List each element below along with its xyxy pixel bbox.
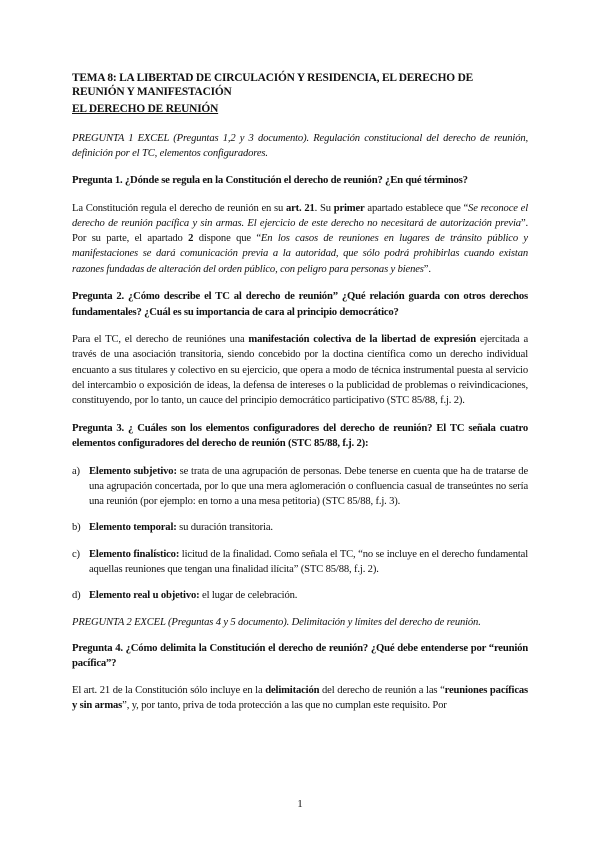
- text-run: del derecho de reunión a las “: [319, 684, 445, 696]
- text-run-bold: reuniones pacíficas y sin armas: [72, 684, 529, 712]
- list-marker: c): [72, 548, 80, 560]
- text-run: el lugar de celebración.: [199, 590, 298, 602]
- text-run-bold: 2: [188, 233, 194, 245]
- document-title: TEMA 8: LA LIBERTAD DE CIRCULACIÓN Y RESIDENCIA, EL DERECHO DE REUNIÓN Y MANIFESTACIÓN: [72, 72, 474, 98]
- question-3-heading: Pregunta 3. ¿ Cuáles son los elementos configuradores del derecho de reunión? El TC señala cuatro elementos configuradores del derecho de reunión (STC 85/88, f.j. 2):: [72, 421, 528, 450]
- text-run: . Su: [314, 202, 334, 214]
- list-item-text: [89, 520, 528, 535]
- text-run-bold: Elemento subjetivo:: [89, 465, 177, 477]
- page-number: 1: [297, 798, 303, 810]
- question-4-answer: [72, 683, 528, 714]
- text-run-bold: primer: [333, 202, 365, 214]
- list-item: [72, 464, 528, 510]
- section-title: EL DERECHO DE REUNIÓN: [72, 103, 219, 115]
- list-item: [72, 547, 528, 578]
- list-item-text: [89, 588, 528, 603]
- list-item: [72, 588, 528, 603]
- text-run-bold: Elemento finalístico:: [89, 548, 180, 560]
- text-run-bold: Elemento real u objetivo:: [89, 590, 200, 602]
- text-run: apartado establece que “: [364, 202, 469, 214]
- question-1-heading: Pregunta 1. ¿Dónde se regula en la Constitución el derecho de reunión? ¿En qué términos?: [72, 174, 468, 187]
- text-run-bold: Elemento temporal:: [89, 522, 177, 534]
- text-run: ”, y, por tanto, priva de toda protección a las que no cumplan este requisito. Por: [122, 700, 447, 712]
- text-run: El art. 21 de la Constitución sólo incluye en la: [72, 684, 266, 696]
- list-item-text: [89, 547, 528, 578]
- question-2-heading: Pregunta 2. ¿Cómo describe el TC al derecho de reunión” ¿Qué relación guarda con otros derechos fundamentales? ¿Cuál es su importancia de cara al principio democrático?: [72, 290, 528, 318]
- text-run-bold: manifestación colectiva de la libertad de expresión: [248, 334, 477, 346]
- document-body: [72, 72, 528, 714]
- text-run: dispone que “: [193, 233, 261, 245]
- text-run-bold: delimitación: [265, 684, 320, 696]
- text-run-bold: art. 21: [285, 202, 315, 214]
- text-run: se trata de una agrupación de personas. Debe tenerse en cuenta que ha de tratarse de una agrupación concertada, por lo que una mera aglomeración o confluencia casual de transeúntes no sería una reunión (por ejemplo: en torno a una mesa petitoria) (STC 85/88, f.j. 3).: [89, 465, 529, 508]
- text-run: ejercitada a través de una asociación transitoria, siendo concebido por la doctina científica como un derecho individual encuanto a sus titulares y colectivo en su ejercicio, que opera a modo de técnica instrumental puesta al servicio del intercambio o exposición de ideas, la defensa de intereses o la publicidad de problemas o reivindicaciones, constituyendo, por lo tanto, un cauce del principio democrático participativo (STC 85/88, f.j. 2).: [72, 334, 528, 407]
- text-run: licitud de la finalidad. Como señala el TC, “no se incluye en el derecho fundamental aquellas reuniones que tengan una finalidad ilícita” (STC 85/88, f.j. 2).: [89, 548, 528, 576]
- text-run: Para el TC, el derecho de reuniónes una: [72, 334, 249, 346]
- excel-question-2: PREGUNTA 2 EXCEL (Preguntas 4 y 5 documento). Delimitación y límites del derecho de reunión.: [72, 616, 481, 628]
- list-marker: a): [72, 465, 80, 477]
- list-marker: b): [72, 522, 81, 534]
- text-run: ”. Por su parte, el apartado: [72, 217, 528, 245]
- list-marker: d): [72, 590, 81, 602]
- list-item-text: [89, 464, 528, 510]
- text-run: La Constitución regula el derecho de reunión en su: [72, 202, 286, 214]
- text-run: ”.: [423, 263, 431, 275]
- configurator-list: [72, 464, 528, 604]
- excel-question-1: PREGUNTA 1 EXCEL (Preguntas 1,2 y 3 documento). Regulación constitucional del derecho de reunión, definición por el TC, elementos configuradores.: [72, 132, 528, 159]
- quote-run: Se reconoce el derecho de reunión pacífica y sin armas. El ejercicio de este derecho no necesitará de autorización previa: [72, 202, 528, 229]
- question-4-heading: Pregunta 4. ¿Cómo delimita la Constitución el derecho de reunión? ¿Qué debe entenderse por “reunión pacífica”?: [72, 641, 528, 670]
- question-2-answer: [72, 332, 528, 408]
- text-run: su duración transitoria.: [176, 522, 273, 534]
- question-1-answer: [72, 201, 528, 277]
- list-item: [72, 520, 528, 535]
- quote-run: En los casos de reuniones en lugares de tránsito público y manifestaciones se dará comunicación previa a la autoridad, que sólo podrá prohibirlas cuando existan razones fundadas de alteración del orden público, con peligro para personas y bienes: [72, 233, 528, 275]
